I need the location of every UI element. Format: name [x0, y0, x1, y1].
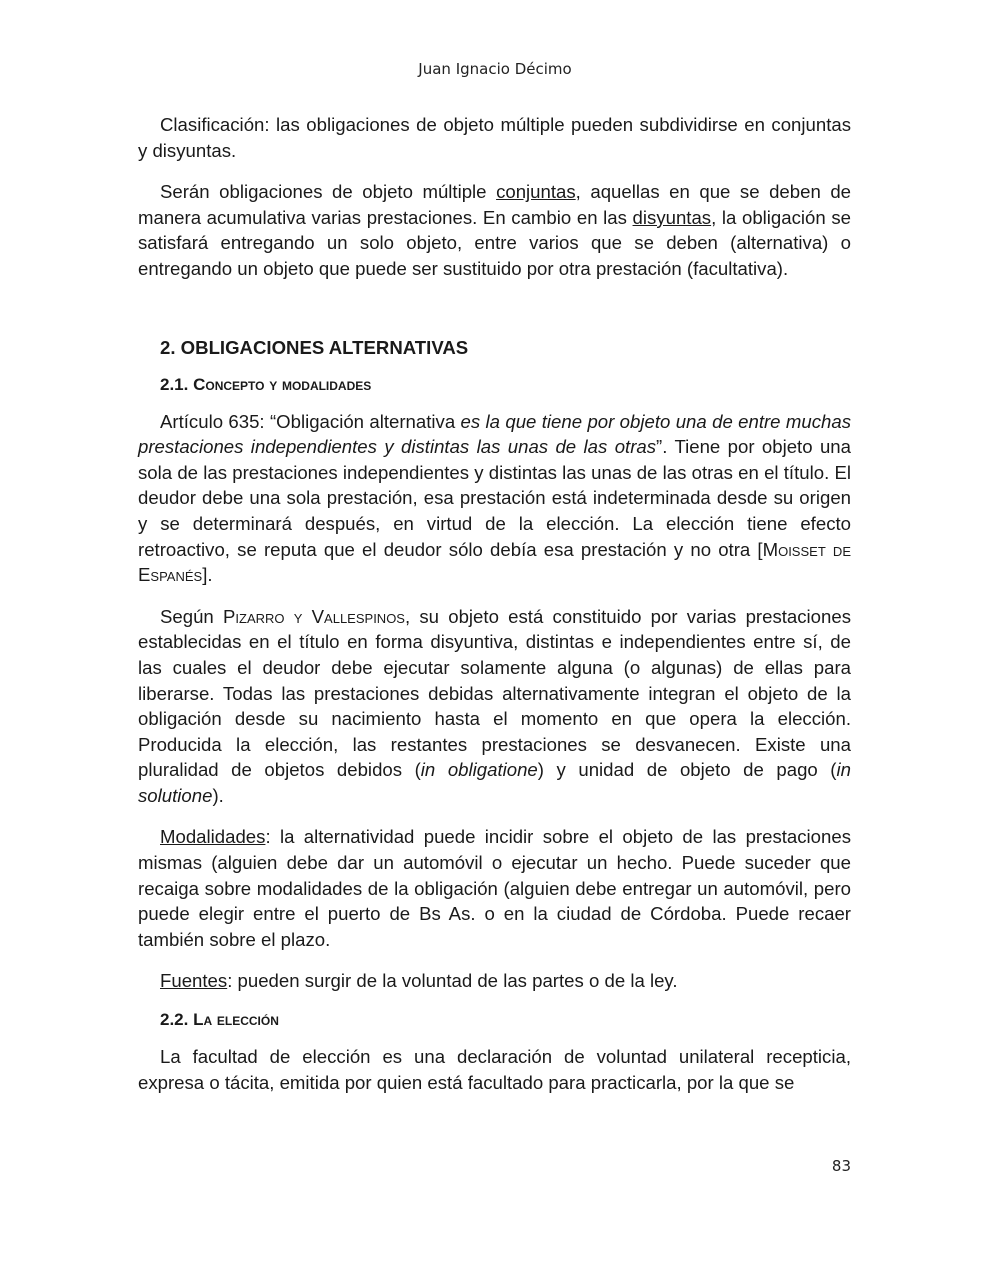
paragraph-articulo-635: Artículo 635: “Obligación alternativa es la que tiene por objeto una de entre muchas prestaciones independientes y distintas las unas de las otras”. Tiene por objeto una sola de las prestaciones independientes y distintas las unas de las otras en el título. El deudor debe una sola prestación, esa prestación está indeterminada desde su origen y se determinará después, en virtud de la elección. La elección tiene efecto retroactivo, se reputa que el deudor sólo debía esa prestación y no otra [Moisset de Espanés]. [138, 410, 851, 586]
subsection-heading-concepto: 2.1. Concepto y modalidades [160, 374, 372, 394]
header-author: Juan Ignacio Décimo [418, 60, 572, 78]
page-footer [138, 1157, 851, 1175]
paragraph-pizarro: Según Pizarro y Vallespinos, su objeto está constituido por varias prestaciones establecidas en el título en forma disyuntiva, distintas e independientes entre sí, de las cuales el deudor debe ejecutar solamente alguna (o algunas) de ellas para liberarse. Todas las prestaciones debidas alternativamente integran el objeto de la obligación desde su nacimiento hasta el momento en que opera la elección. Producida la elección, las restantes prestaciones se desvanecen. Existe una pluralidad de objetos debidos (in obligatione) y unidad de objeto de pago (in solutione). [138, 605, 851, 806]
paragraph-fuentes: Fuentes: pueden surgir de la voluntad de las partes o de la ley. [160, 970, 678, 992]
author-citation: Pizarro y Vallespinos [223, 605, 405, 627]
quote-definition: es la que tiene por objeto una de entre muchas prestaciones independientes y distintas las unas de las otras [138, 410, 851, 458]
section-heading: 2. OBLIGACIONES ALTERNATIVAS [160, 336, 469, 358]
page-number: 83 [831, 1157, 851, 1175]
term-fuentes: Fuentes [160, 970, 228, 992]
page-body [138, 112, 851, 1111]
term-modalidades: Modalidades [160, 826, 266, 848]
author-citation: Moisset de Espanés [138, 538, 851, 586]
paragraph-clasificacion: Clasificación: las obligaciones de objeto múltiple pueden subdividirse en conjuntas y disyuntas. [138, 114, 851, 161]
term-disyuntas: disyuntas [632, 206, 712, 228]
paragraph-modalidades: Modalidades: la alternatividad puede incidir sobre el objeto de las prestaciones mismas (alguien debe dar un automóvil o ejecutar un hecho. Puede suceder que recaiga sobre modalidades de la obligación (alguien debe entregar un automóvil, pero puede elegir entre el puerto de Bs As. o en la ciudad de Córdoba. Puede recaer también sobre el plazo. [138, 826, 851, 950]
page-header [0, 60, 990, 78]
subsection-heading-eleccion: 2.2. La elección [160, 1010, 279, 1030]
paragraph-conjuntas-disyuntas: Serán obligaciones de objeto múltiple conjuntas, aquellas en que se deben de manera acumulativa varias prestaciones. En cambio en las disyuntas, la obligación se satisfará entregando un solo objeto, entre varios que se deben (alternativa) o entregando un objeto que puede ser sustituido por otra prestación (facultativa). [138, 181, 852, 279]
term-conjuntas: conjuntas [496, 181, 576, 203]
paragraph-eleccion: La facultad de elección es una declaración de voluntad unilateral recepticia, expresa o tácita, emitida por quien está facultado para practicarla, por la que se [138, 1046, 851, 1093]
